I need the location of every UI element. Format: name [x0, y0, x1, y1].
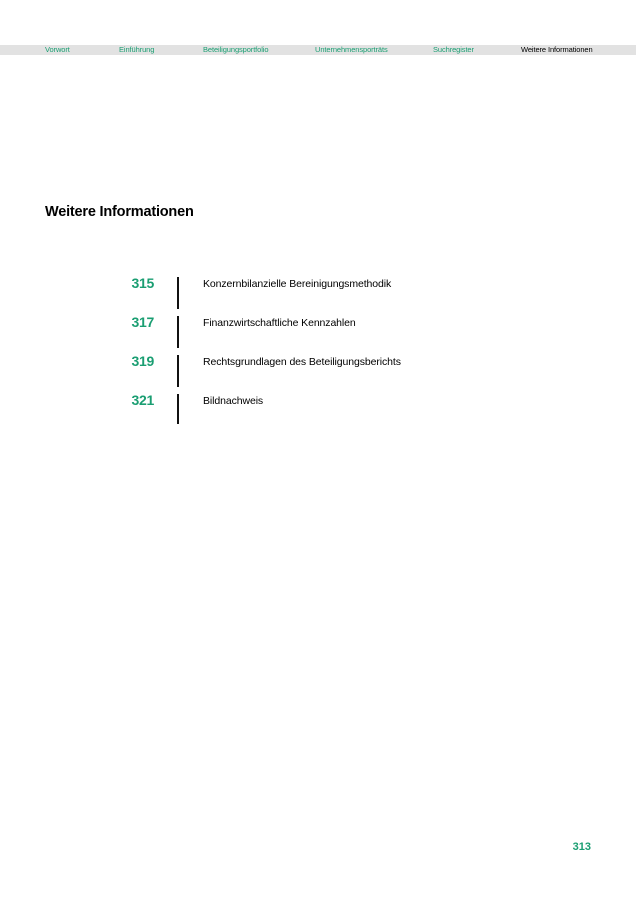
toc-divider	[177, 355, 179, 387]
toc-entry-title: Finanzwirtschaftliche Kennzahlen	[203, 317, 356, 329]
nav-item-vorwort[interactable]: Vorwort	[45, 45, 70, 54]
nav-item-beteiligungsportfolio[interactable]: Beteiligungsportfolio	[203, 45, 269, 54]
toc-divider	[177, 316, 179, 348]
nav-item-suchregister[interactable]: Suchregister	[433, 45, 474, 54]
toc-divider	[177, 394, 179, 424]
nav-item-einfuehrung[interactable]: Einführung	[119, 45, 155, 54]
toc-entry[interactable]	[0, 387, 636, 426]
toc-entry[interactable]	[0, 270, 636, 309]
toc-entry[interactable]	[0, 309, 636, 348]
toc-entry-title: Konzernbilanzielle Bereinigungsmethodik	[203, 278, 392, 290]
toc-entry[interactable]	[0, 348, 636, 387]
toc-page-number: 317	[131, 314, 154, 330]
section-title: Weitere Informationen	[45, 204, 194, 220]
page-number: 313	[572, 841, 591, 853]
toc-page-number: 315	[131, 275, 154, 291]
toc-page-number: 321	[131, 392, 154, 408]
nav-item-weitere-informationen[interactable]: Weitere Informationen	[521, 45, 593, 54]
top-navigation-bar	[0, 45, 636, 55]
nav-item-unternehmensportraets[interactable]: Unternehmensporträts	[315, 45, 388, 54]
toc-entry-title: Rechtsgrundlagen des Beteiligungsberichts	[203, 356, 401, 368]
toc-entry-title: Bildnachweis	[203, 395, 264, 407]
toc-divider	[177, 277, 179, 309]
toc-page-number: 319	[131, 353, 154, 369]
